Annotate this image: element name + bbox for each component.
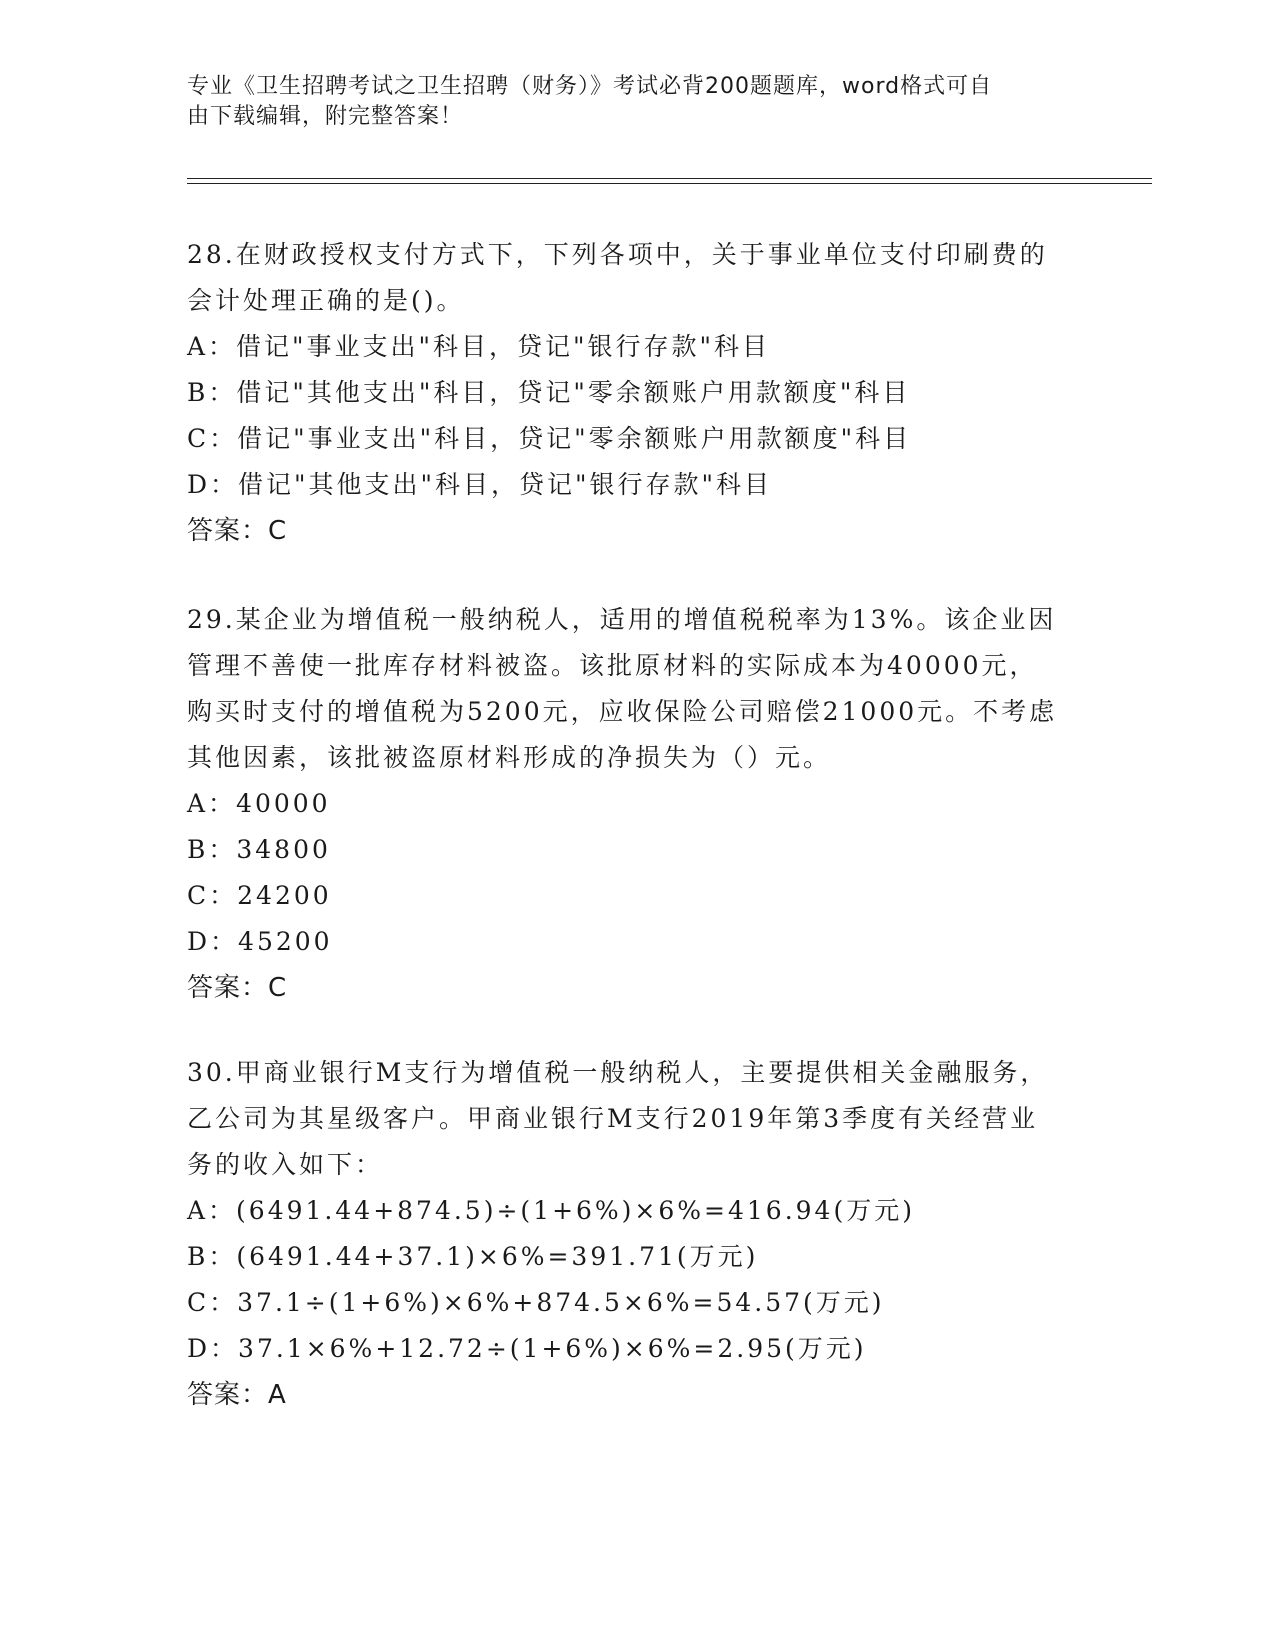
question-stem-line: 其他因素，该批被盗原材料形成的净损失为（）元。	[187, 743, 832, 772]
header-divider-bottom	[187, 183, 1152, 184]
option-a: A：40000	[187, 789, 331, 818]
option-d: D：借记"其他支出"科目，贷记"银行存款"科目	[187, 470, 773, 499]
answer-line: 答案：A	[187, 1380, 287, 1410]
option-c: C：24200	[187, 881, 332, 910]
question-stem-line: 28.在财政授权支付方式下，下列各项中，关于事业单位支付印刷费的	[187, 240, 1048, 269]
option-d: D：45200	[187, 927, 333, 956]
header-line-1: 专业《卫生招聘考试之卫生招聘（财务）》考试必背200题题库，word格式可自	[187, 74, 993, 99]
question-stem-line: 30.甲商业银行M支行为增值税一般纳税人，主要提供相关金融服务，	[187, 1058, 1049, 1087]
question-stem-line: 务的收入如下：	[187, 1150, 384, 1179]
question-stem-line: 管理不善使一批库存材料被盗。该批原材料的实际成本为40000元，	[187, 651, 1038, 680]
header-line-2: 由下载编辑，附完整答案！	[187, 104, 464, 129]
question-stem-line: 乙公司为其星级客户。甲商业银行M支行2019年第3季度有关经营业	[187, 1104, 1039, 1133]
question-stem-line: 29.某企业为增值税一般纳税人，适用的增值税税率为13%。该企业因	[187, 605, 1057, 634]
option-b: B：34800	[187, 835, 331, 864]
option-b: B：借记"其他支出"科目，贷记"零余额账户用款额度"科目	[187, 378, 911, 407]
option-b: B：(6491.44+37.1)×6%=391.71(万元)	[187, 1242, 759, 1271]
question-stem-line: 会计处理正确的是()。	[187, 286, 465, 315]
answer-line: 答案：C	[187, 516, 288, 546]
option-a: A：借记"事业支出"科目，贷记"银行存款"科目	[187, 332, 771, 361]
document-header	[187, 72, 1087, 132]
question-30	[187, 1050, 1087, 1418]
option-c: C：借记"事业支出"科目，贷记"零余额账户用款额度"科目	[187, 424, 912, 453]
option-c: C：37.1÷(1+6%)×6%+874.5×6%=54.57(万元)	[187, 1288, 885, 1317]
header-divider-top	[187, 178, 1152, 179]
question-28	[187, 232, 1087, 554]
option-d: D：37.1×6%+12.72÷(1+6%)×6%=2.95(万元)	[187, 1334, 867, 1363]
question-29	[187, 597, 1087, 1011]
option-a: A：(6491.44+874.5)÷(1+6%)×6%=416.94(万元)	[187, 1196, 915, 1225]
question-stem-line: 购买时支付的增值税为5200元，应收保险公司赔偿21000元。不考虑	[187, 697, 1058, 726]
answer-line: 答案：C	[187, 973, 288, 1003]
